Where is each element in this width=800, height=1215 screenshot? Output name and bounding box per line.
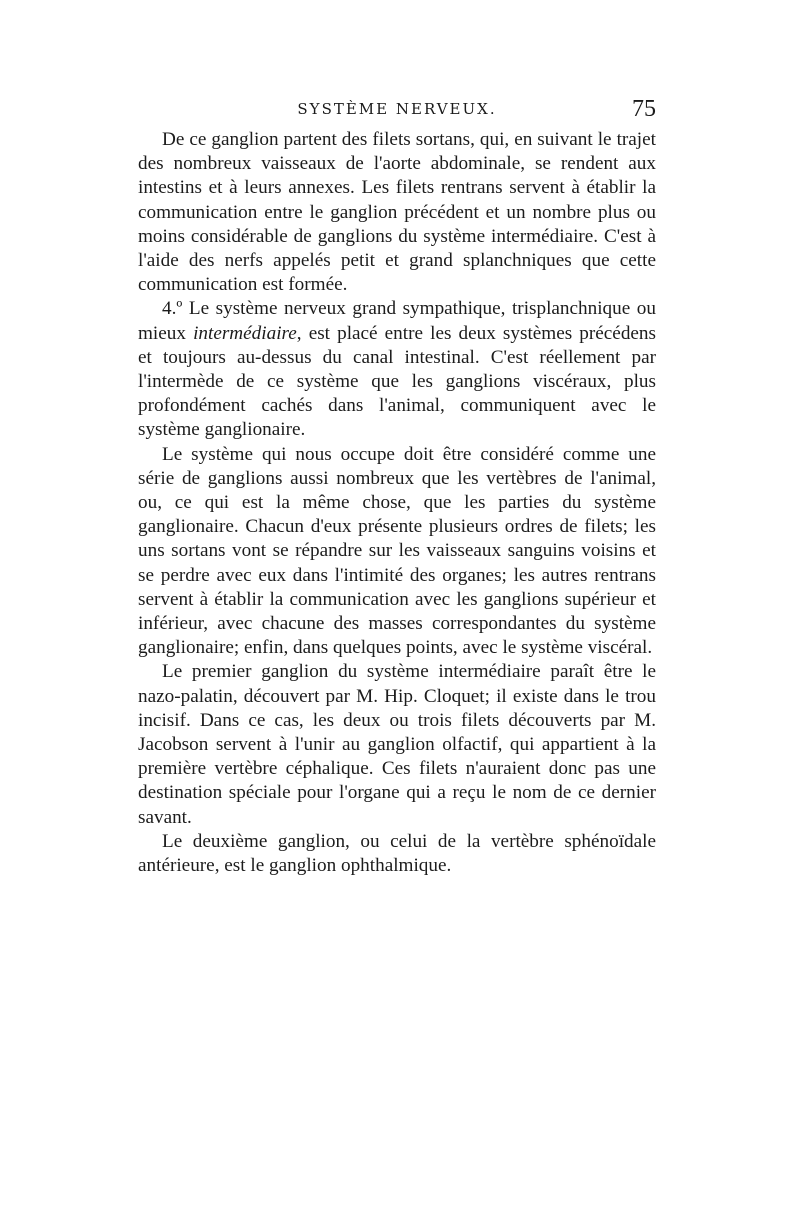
paragraph: [138, 297, 656, 442]
italic-term: intermédiaire: [193, 322, 297, 344]
paragraph: Le deuxième ganglion, ou celui de la vertèbre sphénoïdale antérieure, est le ganglion ophthalmique.: [138, 830, 656, 877]
page-header: [138, 96, 656, 126]
running-head: SYSTÈME NERVEUX.: [297, 100, 497, 118]
paragraph: De ce ganglion partent des filets sortans, qui, en suivant le trajet des nombreux vaisseaux de l'aorte abdominale, se rendent aux intestins et à leurs annexes. Les filets rentrans servent à établir la communication entre le ganglion précédent et un nombre plus ou moins considérable de ganglions du système intermédiaire. C'est à l'aide des nerfs appelés petit et grand splanchniques que cette communication est formée.: [138, 129, 656, 296]
paragraph-lead: 4.º Le système nerveux grand sympathique, trisplanchnique ou mieux: [138, 298, 656, 344]
page-number: 75: [632, 96, 656, 122]
paragraph: Le premier ganglion du système intermédiaire paraît être le nazo-palatin, découvert par M. Hip. Cloquet; il existe dans le trou incisif. Dans ce cas, les deux ou trois filets découverts par M. Jacobson servent à l'unir au ganglion olfactif, qui appartient à la première vertèbre céphalique. Ces filets n'auraient donc pas une destination spéciale pour l'organe qui a reçu le nom de ce dernier savant.: [138, 661, 656, 828]
paragraph-rest: , est placé entre les deux systèmes précédens et toujours au-dessus du canal intestinal. C'est réellement par l'intermède de ce système que les ganglions viscéraux, plus profondément cachés dans l'animal, communiquent avec le système ganglionaire.: [138, 322, 656, 441]
body-text: [138, 128, 656, 878]
paragraph: Le système qui nous occupe doit être considéré comme une série de ganglions aussi nombreux que les vertèbres de l'animal, ou, ce qui est la même chose, que les parties du système ganglionaire. Chacun d'eux présente plusieurs ordres de filets; les uns sortans vont se répandre sur les vaisseaux sanguins voisins et se perdre avec eux dans l'intimité des organes; les autres rentrans servent à établir la communication avec les ganglions supérieur et inférieur, avec chacune des masses correspondantes du système ganglionaire; enfin, dans quelques points, avec le système viscéral.: [138, 443, 656, 659]
